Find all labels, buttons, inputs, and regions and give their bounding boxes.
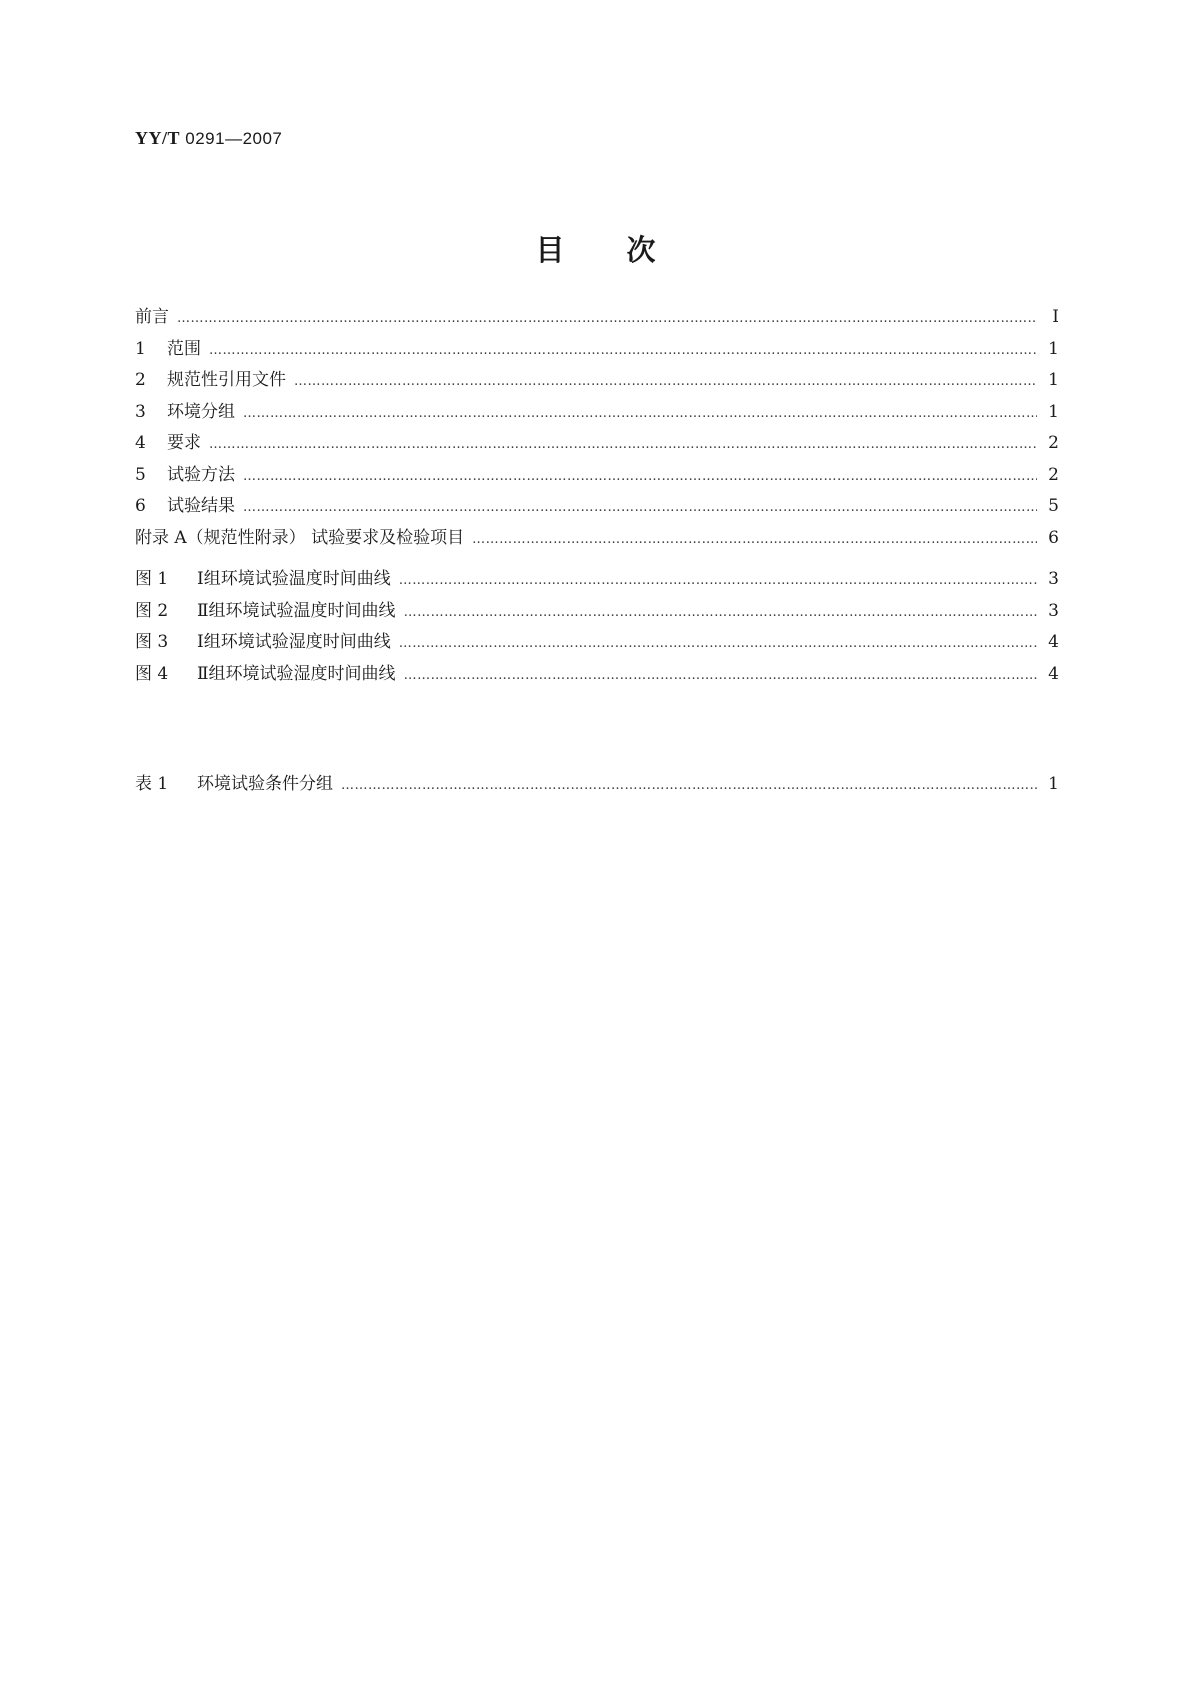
- toc-page-number: 3: [1048, 569, 1059, 589]
- dot-leader: [404, 605, 1037, 620]
- title-char-1: 目: [535, 233, 565, 267]
- toc-entry-number: 4: [135, 433, 146, 453]
- dot-leader: [472, 532, 1037, 547]
- dot-leader: [209, 343, 1037, 358]
- dot-leader: [399, 573, 1037, 588]
- toc-entry-figure-4[interactable]: [135, 659, 1059, 691]
- figure-number: 图 4: [135, 663, 169, 684]
- toc-entry-text: 前言: [135, 307, 169, 327]
- dot-leader: [294, 374, 1037, 389]
- toc-entry-scope[interactable]: [135, 334, 1059, 366]
- toc-entry-number: 6: [135, 496, 146, 516]
- figure-number: 图 2: [135, 600, 169, 621]
- toc-entry-number: 5: [135, 464, 146, 485]
- toc-entry-text: 范围: [167, 338, 201, 359]
- toc-page-number: 2: [1048, 464, 1059, 485]
- toc-entry-text: 环境试验条件分组: [197, 774, 333, 794]
- toc-entry-figure-1[interactable]: [135, 564, 1059, 596]
- toc-entry-annex-a[interactable]: [135, 523, 1059, 555]
- toc-entry-normative-references[interactable]: [135, 365, 1059, 397]
- toc-sections: [135, 302, 1059, 554]
- toc-entry-text: Ⅱ组环境试验温度时间曲线: [197, 600, 396, 621]
- table-number: 表 1: [135, 774, 169, 794]
- toc-page-number: 1: [1048, 338, 1059, 359]
- dot-leader: [243, 469, 1037, 484]
- figure-number: 图 3: [135, 632, 169, 652]
- toc-entry-text: Ⅱ组环境试验湿度时间曲线: [197, 663, 396, 684]
- page-title: [0, 228, 1191, 269]
- toc-entry-text: 试验结果: [167, 496, 235, 516]
- toc-entry-figure-3[interactable]: [135, 627, 1059, 659]
- toc-page-number: 1: [1048, 774, 1059, 794]
- dot-leader: [177, 311, 1037, 326]
- toc-entry-number: 3: [135, 401, 146, 422]
- toc-page-number: 6: [1048, 527, 1059, 548]
- toc-entry-requirements[interactable]: [135, 428, 1059, 460]
- figure-number: 图 1: [135, 569, 169, 589]
- toc-page-number: 4: [1048, 663, 1059, 684]
- toc-page-number: 3: [1048, 600, 1059, 621]
- toc-entry-table-1[interactable]: [135, 769, 1059, 801]
- toc-entry-text: 环境分组: [167, 401, 235, 422]
- toc-entry-text: 要求: [167, 433, 201, 453]
- title-char-2: 次: [626, 233, 656, 267]
- dot-leader: [243, 406, 1037, 421]
- toc-figures: [135, 564, 1059, 690]
- toc-entry-number: 2: [135, 370, 146, 390]
- standard-prefix: YY/T: [135, 128, 181, 148]
- toc-page-number: 2: [1048, 433, 1059, 453]
- dot-leader: [341, 778, 1037, 793]
- toc-entry-figure-2[interactable]: [135, 596, 1059, 628]
- toc-page-number: 5: [1048, 496, 1059, 516]
- dot-leader: [209, 437, 1037, 452]
- toc-page-number: 1: [1048, 401, 1059, 422]
- toc-entry-test-results[interactable]: [135, 491, 1059, 523]
- toc-entry-environment-groups[interactable]: [135, 397, 1059, 429]
- dot-leader: [404, 668, 1037, 683]
- toc-page-number: Ⅰ: [1052, 307, 1059, 327]
- toc-page-number: 1: [1048, 370, 1059, 390]
- toc-page-number: 4: [1048, 632, 1059, 652]
- toc-entry-text: Ⅰ组环境试验温度时间曲线: [197, 569, 391, 589]
- toc-entry-text: 附录 A（规范性附录） 试验要求及检验项目: [135, 527, 465, 548]
- standard-number: 0291—2007: [185, 129, 283, 148]
- toc-entry-test-methods[interactable]: [135, 460, 1059, 492]
- toc-entry-number: 1: [135, 338, 146, 359]
- toc-entry-text: Ⅰ组环境试验湿度时间曲线: [197, 632, 391, 652]
- toc-entry-foreword[interactable]: [135, 302, 1059, 334]
- toc-entry-text: 试验方法: [167, 464, 235, 485]
- toc-tables: [135, 769, 1059, 801]
- dot-leader: [399, 636, 1037, 651]
- toc-entry-text: 规范性引用文件: [167, 370, 286, 390]
- document-code: [135, 128, 282, 149]
- dot-leader: [243, 500, 1037, 515]
